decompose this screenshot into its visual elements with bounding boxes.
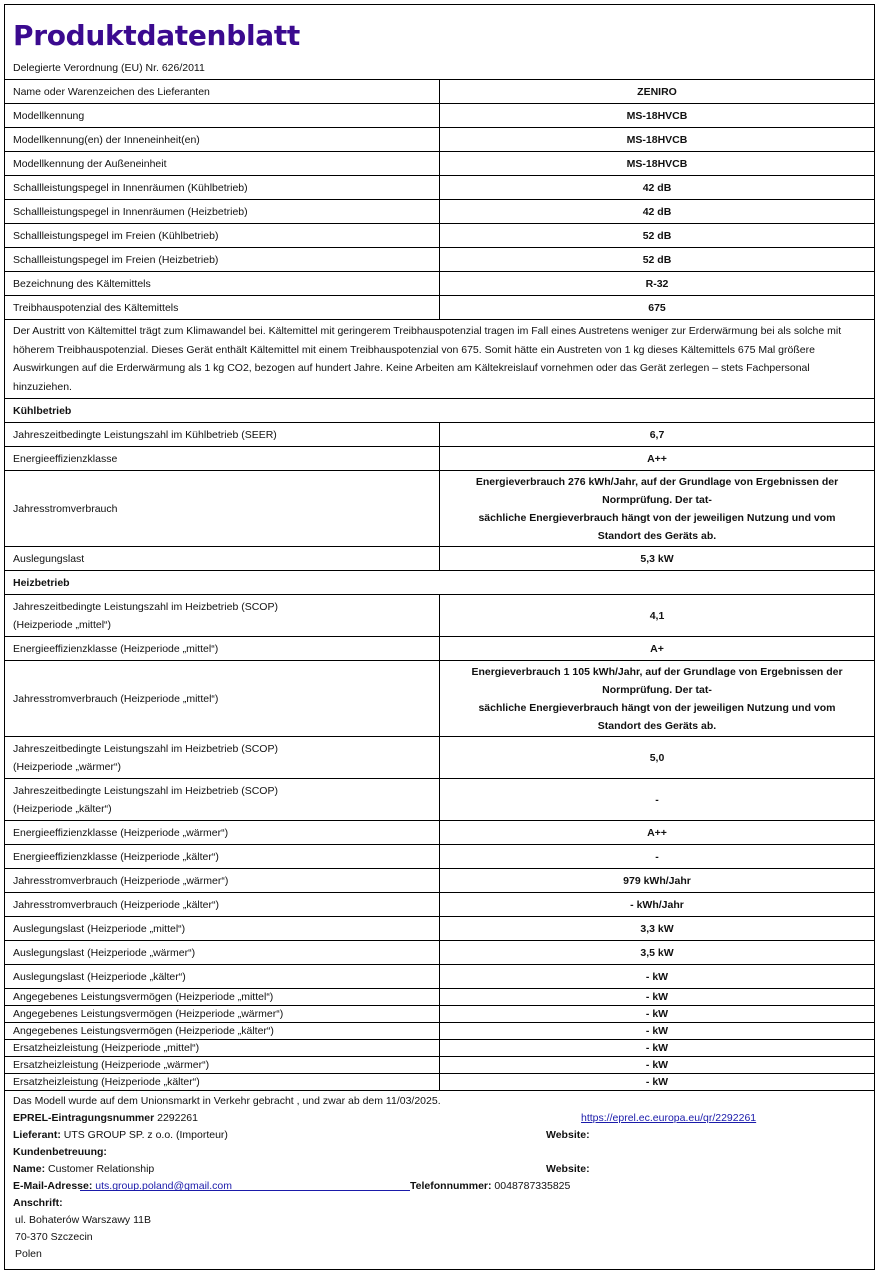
- market-note: Das Modell wurde auf dem Unionsmarkt in Verkehr gebracht , und zwar ab dem 11/03/2025.: [13, 1095, 441, 1107]
- regulation-reference: Delegierte Verordnung (EU) Nr. 626/2011: [13, 62, 205, 74]
- address-label-row: [13, 1195, 866, 1212]
- row-value: MS-18HVCB: [440, 152, 875, 176]
- table-row: [5, 893, 874, 917]
- row-value: 5,0: [440, 737, 875, 779]
- row-label: Auslegungslast (Heizperiode „mittel“): [5, 917, 440, 941]
- row-value: [440, 471, 875, 547]
- row-value: - kWh/Jahr: [440, 893, 875, 917]
- supplier-footer: [5, 1090, 874, 1269]
- table-row: [5, 1040, 874, 1057]
- row-value: -: [440, 845, 875, 869]
- table-row: [5, 200, 874, 224]
- row-label: Auslegungslast: [5, 547, 440, 571]
- email-underline: [80, 1178, 410, 1191]
- table-row: [5, 224, 874, 248]
- table-row: [5, 471, 874, 547]
- row-value: 42 dB: [440, 176, 875, 200]
- row-label: Schallleistungspegel im Freien (Heizbetrieb): [5, 248, 440, 272]
- row-value: - kW: [440, 1040, 875, 1057]
- product-datasheet: [4, 4, 875, 1270]
- table-row: [5, 248, 874, 272]
- table-row: [5, 423, 874, 447]
- row-label: [5, 595, 440, 637]
- row-label: Modellkennung(en) der Inneneinheit(en): [5, 128, 440, 152]
- phone-value: 0048787335825: [494, 1180, 571, 1192]
- table-row: [5, 869, 874, 893]
- row-label: [5, 779, 440, 821]
- table-row: [5, 845, 874, 869]
- label-line: Jahreszeitbedingte Leistungszahl im Heizbetrieb (SCOP): [13, 600, 278, 613]
- row-label: Energieeffizienzklasse: [5, 447, 440, 471]
- name-value: Customer Relationship: [48, 1163, 155, 1175]
- value-line: Standort des Geräts ab.: [597, 529, 717, 542]
- row-value: [440, 661, 875, 737]
- general-specs-table: [5, 79, 874, 1090]
- value-line: Normprüfung. Der tat-: [602, 493, 712, 506]
- value-line: Energieverbrauch 276 kWh/Jahr, auf der Grundlage von Ergebnissen der: [475, 475, 839, 488]
- table-row: [5, 176, 874, 200]
- row-label: Ersatzheizleistung (Heizperiode „mittel“): [5, 1040, 440, 1057]
- row-label: Angegebenes Leistungsvermögen (Heizperiode „wärmer“): [5, 1006, 440, 1023]
- table-row: [5, 941, 874, 965]
- table-row: [5, 917, 874, 941]
- supplier-value: UTS GROUP SP. z o.o. (Importeur): [63, 1129, 228, 1141]
- row-label: Treibhauspotenzial des Kältemittels: [5, 296, 440, 320]
- label-line: (Heizperiode „wärmer“): [13, 760, 121, 773]
- row-value: -: [440, 779, 875, 821]
- row-label: [5, 737, 440, 779]
- email-row: [13, 1178, 866, 1195]
- eprel-link[interactable]: https://eprel.ec.europa.eu/qr/2292261: [581, 1112, 757, 1124]
- table-row: [5, 1057, 874, 1074]
- row-label: Schallleistungspegel in Innenräumen (Kühlbetrieb): [5, 176, 440, 200]
- row-label: Energieeffizienzklasse (Heizperiode „kälter“): [5, 845, 440, 869]
- label-line: (Heizperiode „kälter“): [13, 802, 112, 815]
- refrigerant-note-row: [5, 320, 874, 399]
- row-label: Schallleistungspegel im Freien (Kühlbetrieb): [5, 224, 440, 248]
- section-header-heating: [5, 571, 874, 595]
- row-value: 52 dB: [440, 248, 875, 272]
- row-value: 675: [440, 296, 875, 320]
- page-title: Produktdatenblatt: [13, 19, 300, 52]
- table-row: [5, 989, 874, 1006]
- website-label-2: Website:: [546, 1163, 590, 1175]
- row-value: - kW: [440, 1023, 875, 1040]
- value-line: Standort des Geräts ab.: [597, 719, 717, 732]
- row-value: A+: [440, 637, 875, 661]
- row-value: R-32: [440, 272, 875, 296]
- eprel-row: [13, 1110, 866, 1127]
- phone-label: Telefonnummer:: [410, 1180, 492, 1192]
- row-value: 3,5 kW: [440, 941, 875, 965]
- email-label: E-Mail-Adresse:: [13, 1180, 93, 1192]
- row-value: MS-18HVCB: [440, 104, 875, 128]
- row-label: Jahresstromverbrauch (Heizperiode „kälter“): [5, 893, 440, 917]
- row-value: 979 kWh/Jahr: [440, 869, 875, 893]
- row-label: Ersatzheizleistung (Heizperiode „wärmer“): [5, 1057, 440, 1074]
- table-row: [5, 447, 874, 471]
- table-row: [5, 637, 874, 661]
- value-line: sächliche Energieverbrauch hängt von der jeweiligen Nutzung und vom: [478, 511, 836, 524]
- eprel-label: EPREL-Eintragungsnummer: [13, 1112, 155, 1124]
- section-title: Kühlbetrieb: [5, 399, 874, 423]
- row-value: A++: [440, 447, 875, 471]
- table-row: [5, 1023, 874, 1040]
- row-value: 4,1: [440, 595, 875, 637]
- table-row: [5, 80, 874, 104]
- table-row: [5, 661, 874, 737]
- table-row: [5, 965, 874, 989]
- row-value: - kW: [440, 1074, 875, 1091]
- value-line: Normprüfung. Der tat-: [602, 683, 712, 696]
- table-row: [5, 152, 874, 176]
- row-value: - kW: [440, 989, 875, 1006]
- row-value: 3,3 kW: [440, 917, 875, 941]
- row-label: Jahresstromverbrauch (Heizperiode „wärmer“): [5, 869, 440, 893]
- row-value: 52 dB: [440, 224, 875, 248]
- table-row: [5, 128, 874, 152]
- label-line: Jahreszeitbedingte Leistungszahl im Heizbetrieb (SCOP): [13, 742, 278, 755]
- row-value: - kW: [440, 1006, 875, 1023]
- supplier-label: Lieferant:: [13, 1129, 61, 1141]
- row-label: Angegebenes Leistungsvermögen (Heizperiode „kälter“): [5, 1023, 440, 1040]
- row-label: Modellkennung der Außeneinheit: [5, 152, 440, 176]
- row-value: A++: [440, 821, 875, 845]
- table-row: [5, 272, 874, 296]
- row-label: Schallleistungspegel in Innenräumen (Heizbetrieb): [5, 200, 440, 224]
- table-row: [5, 595, 874, 637]
- address-line: Polen: [15, 1248, 42, 1260]
- label-line: (Heizperiode „mittel“): [13, 618, 112, 631]
- value-line: sächliche Energieverbrauch hängt von der jeweiligen Nutzung und vom: [478, 701, 836, 714]
- row-label: Angegebenes Leistungsvermögen (Heizperiode „mittel“): [5, 989, 440, 1006]
- table-row: [5, 1074, 874, 1091]
- table-row: [5, 547, 874, 571]
- label-line: Jahreszeitbedingte Leistungszahl im Heizbetrieb (SCOP): [13, 784, 278, 797]
- row-value: - kW: [440, 965, 875, 989]
- row-label: Ersatzheizleistung (Heizperiode „kälter“): [5, 1074, 440, 1091]
- row-label: Modellkennung: [5, 104, 440, 128]
- row-value: MS-18HVCB: [440, 128, 875, 152]
- supplier-row: [13, 1127, 866, 1144]
- table-row: [5, 296, 874, 320]
- contact-name-row: [13, 1161, 866, 1178]
- customer-service-row: [13, 1144, 866, 1161]
- website-label: Website:: [546, 1129, 590, 1141]
- row-label: Auslegungslast (Heizperiode „wärmer“): [5, 941, 440, 965]
- table-row: [5, 737, 874, 779]
- section-header-cooling: [5, 399, 874, 423]
- row-label: Jahreszeitbedingte Leistungszahl im Kühlbetrieb (SEER): [5, 423, 440, 447]
- table-row: [5, 821, 874, 845]
- row-value: 5,3 kW: [440, 547, 875, 571]
- row-value: 6,7: [440, 423, 875, 447]
- email-link[interactable]: uts.group.poland@gmail.com: [95, 1180, 233, 1192]
- customer-service-label: Kundenbetreuung:: [13, 1146, 107, 1158]
- row-label: Auslegungslast (Heizperiode „kälter“): [5, 965, 440, 989]
- eprel-number: 2292261: [157, 1112, 198, 1124]
- address-line: ul. Bohaterów Warszawy 11B: [15, 1214, 151, 1226]
- row-label: Bezeichnung des Kältemittels: [5, 272, 440, 296]
- address-line: 70-370 Szczecin: [15, 1231, 93, 1243]
- row-value: ZENIRO: [440, 80, 875, 104]
- row-label: Energieeffizienzklasse (Heizperiode „wärmer“): [5, 821, 440, 845]
- refrigerant-note: Der Austritt von Kältemittel trägt zum Klimawandel bei. Kältemittel mit geringerem Treibhauspotenzial tragen im Fall eines Austretens weniger zur Erderwärmung bei als solche mit höherem Treibhauspotenzial. Dieses Gerät enthält Kältemittel mit einem Treibhauspotenzial von 675. Somit hätte ein Austreten von 1 kg dieses Kältemittels 675 Mal größere Auswirkungen auf die Erderwärmung als 1 kg CO2, bezogen auf hundert Jahre. Keine Arbeiten am Kältekreislauf vornehmen oder das Gerät zerlegen – stets Fachpersonal hinzuziehen.: [5, 320, 874, 399]
- table-row: [5, 104, 874, 128]
- address-label: Anschrift:: [13, 1197, 63, 1209]
- table-row: [5, 1006, 874, 1023]
- row-label: Jahresstromverbrauch (Heizperiode „mittel“): [5, 661, 440, 737]
- section-title: Heizbetrieb: [5, 571, 874, 595]
- row-value: 42 dB: [440, 200, 875, 224]
- table-row: [5, 779, 874, 821]
- row-value: - kW: [440, 1057, 875, 1074]
- value-line: Energieverbrauch 1 105 kWh/Jahr, auf der Grundlage von Ergebnissen der: [471, 665, 843, 678]
- row-label: Jahresstromverbrauch: [5, 471, 440, 547]
- row-label: Name oder Warenzeichen des Lieferanten: [5, 80, 440, 104]
- name-label: Name:: [13, 1163, 46, 1175]
- row-label: Energieeffizienzklasse (Heizperiode „mittel“): [5, 637, 440, 661]
